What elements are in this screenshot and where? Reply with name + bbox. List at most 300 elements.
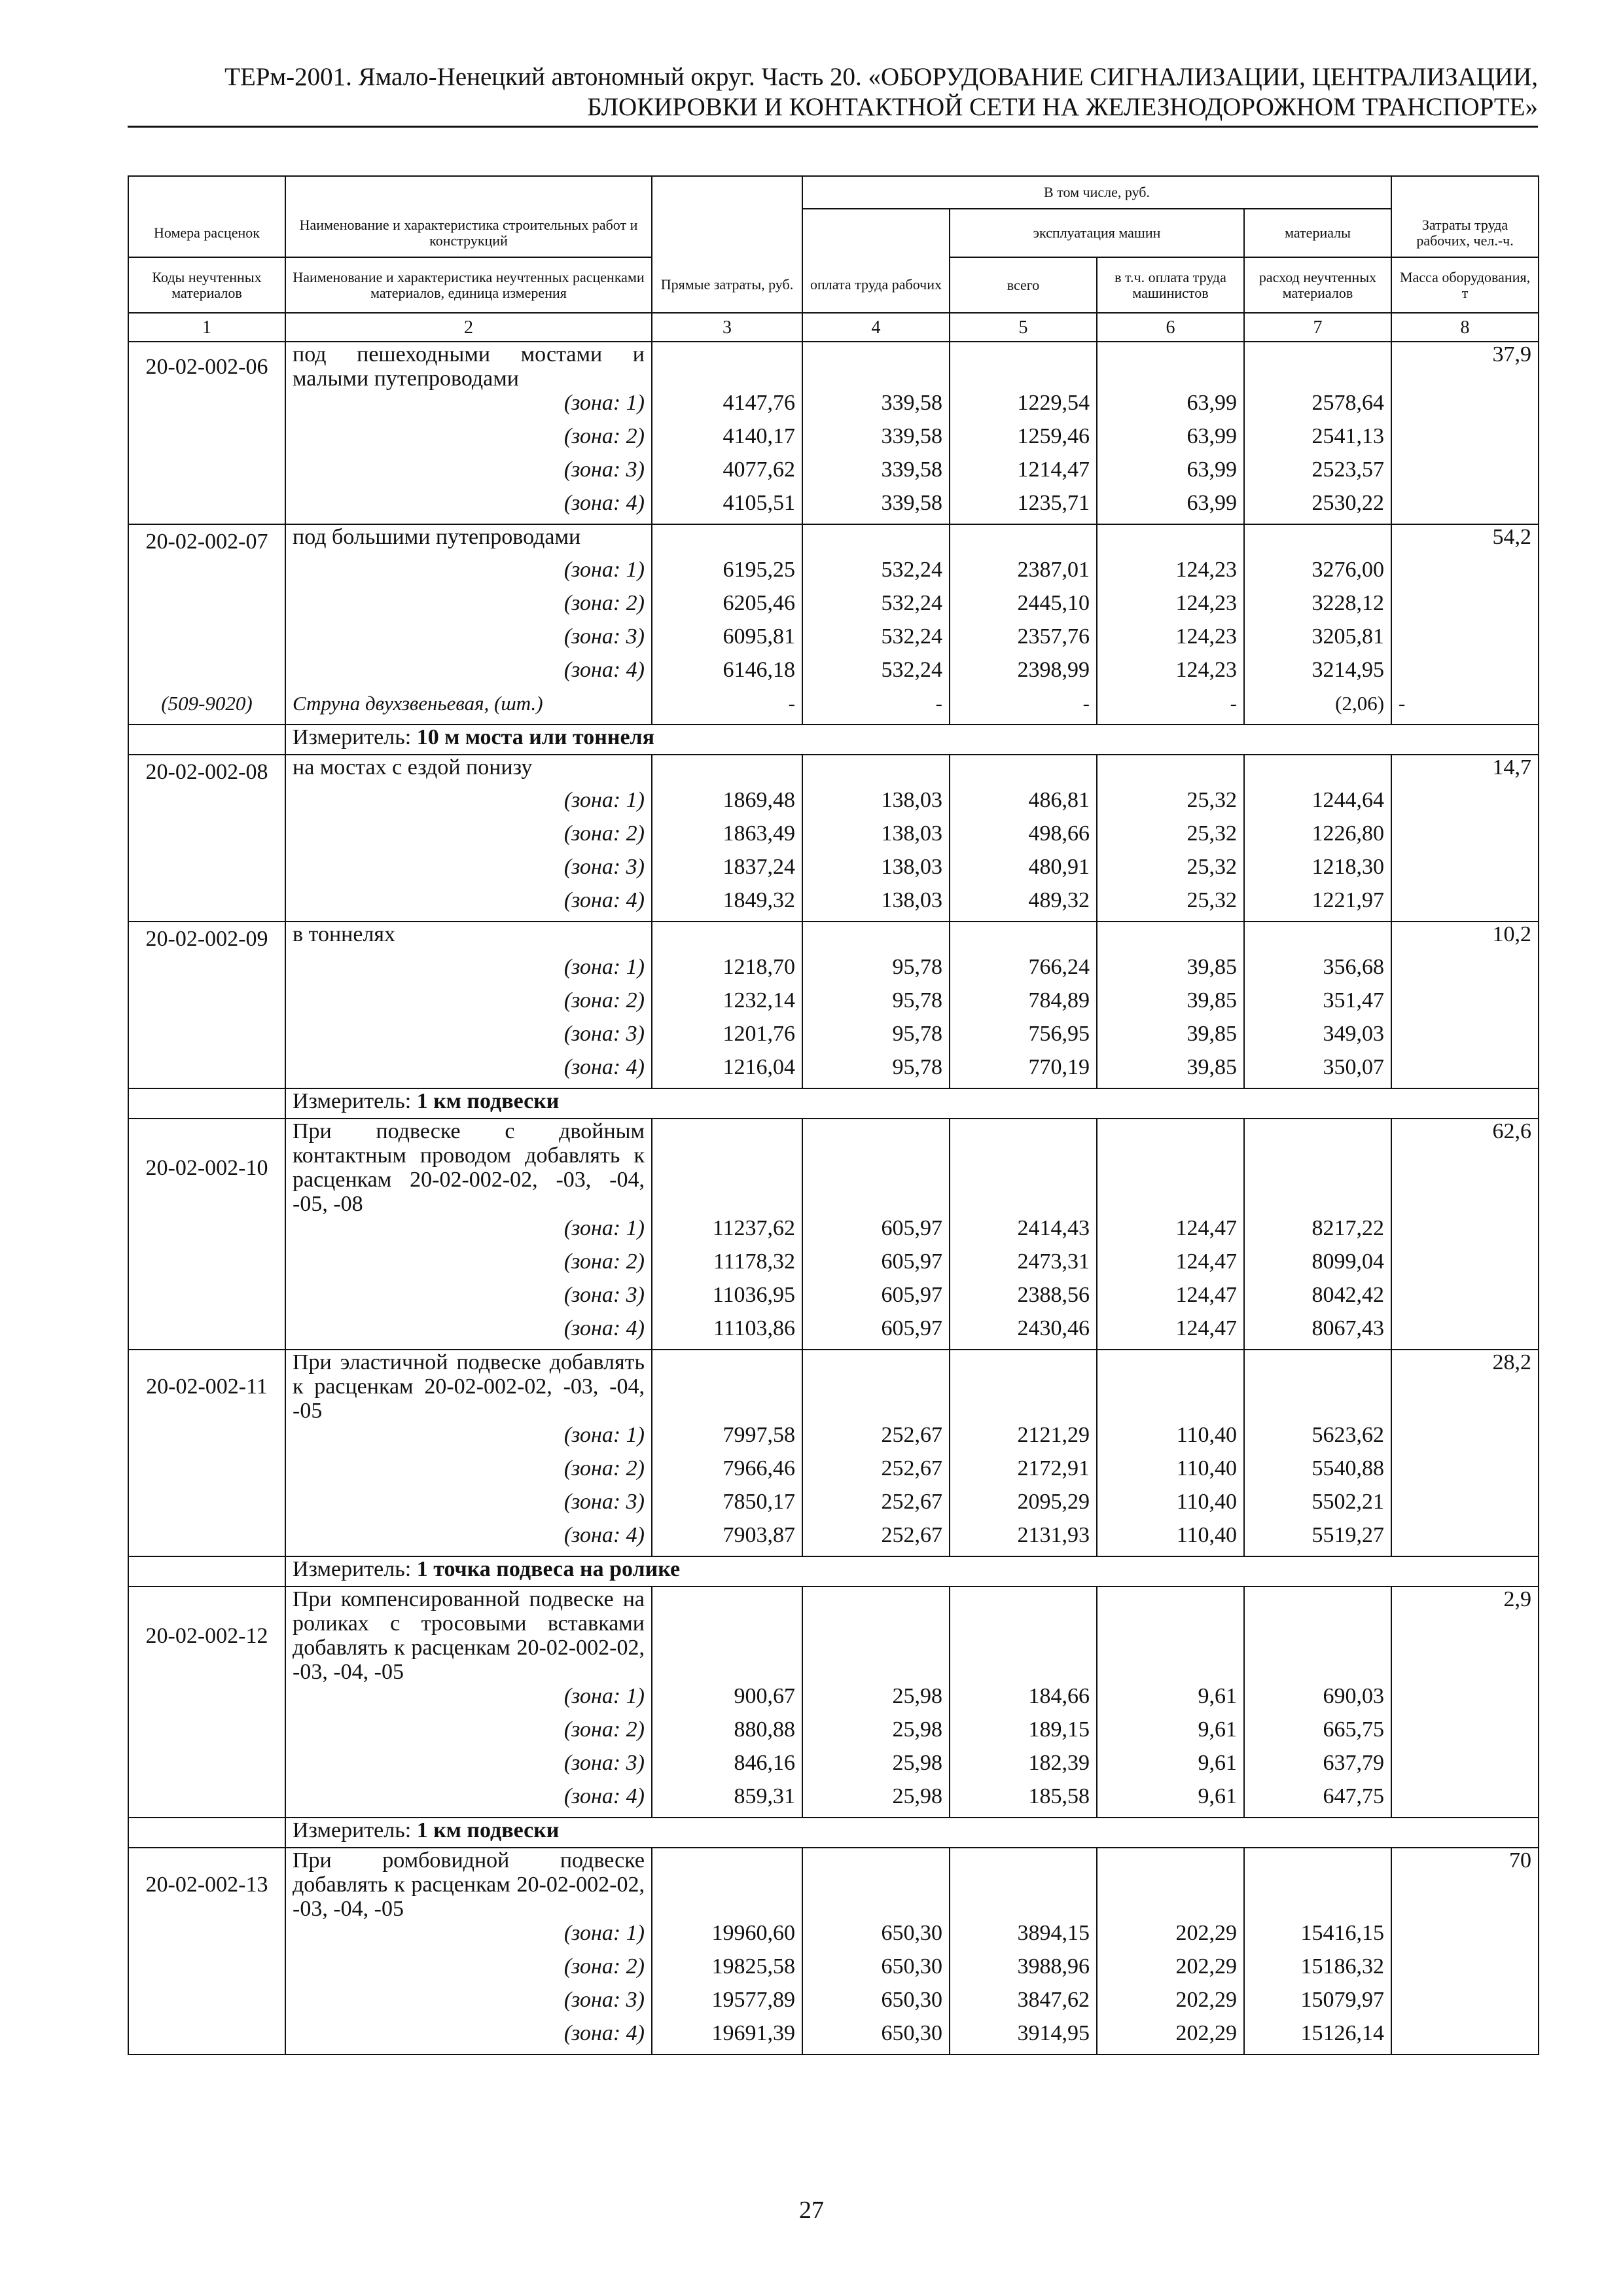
empty-cell — [802, 1848, 950, 1921]
zone-label: (зона: 4) — [285, 888, 652, 922]
zone-row — [128, 1216, 1539, 1249]
measure-value: 10 м моста или тоннеля — [416, 725, 655, 749]
empty-cell — [1244, 342, 1391, 391]
machines-total: 498,66 — [950, 821, 1097, 855]
empty-cell — [128, 424, 285, 457]
zone-row — [128, 888, 1539, 922]
empty-cell — [652, 1119, 802, 1216]
header-rule — [128, 126, 1538, 128]
direct-cost: 846,16 — [652, 1751, 802, 1784]
worker-wages: 650,30 — [802, 2021, 950, 2054]
measure-code-cell — [128, 1088, 285, 1119]
rate-title-row — [128, 1350, 1539, 1423]
rate-code: 20-02-002-11 — [128, 1350, 285, 1423]
header-col-machinist-wages: в т.ч. оплата труда машинистов — [1097, 257, 1244, 313]
machinist-wages: 124,47 — [1097, 1249, 1244, 1283]
materials-cost: 2530,22 — [1244, 491, 1391, 524]
direct-cost: 6146,18 — [652, 658, 802, 691]
empty-cell — [950, 1119, 1097, 1216]
empty-cell — [128, 558, 285, 591]
empty-cell — [128, 1988, 285, 2021]
rate-code: 20-02-002-10 — [128, 1119, 285, 1216]
zone-row — [128, 1717, 1539, 1751]
rate-name: под пешеходными мостами и малыми путепроводами — [285, 342, 652, 391]
header-names-top — [285, 176, 652, 209]
machines-total: 2398,99 — [950, 658, 1097, 691]
zone-row — [128, 558, 1539, 591]
table-body — [128, 342, 1539, 2054]
zone-label: (зона: 1) — [285, 955, 652, 988]
rate-title-row — [128, 524, 1539, 558]
empty-cell — [1391, 1456, 1539, 1490]
empty-cell — [652, 755, 802, 788]
measure-value: 1 точка подвеса на ролике — [416, 1557, 681, 1581]
measure-cell — [285, 1556, 1539, 1587]
machines-total: 756,95 — [950, 1022, 1097, 1055]
machines-total: 2387,01 — [950, 558, 1097, 591]
worker-wages: 95,78 — [802, 1022, 950, 1055]
empty-cell — [1391, 1988, 1539, 2021]
machinist-wages: 63,99 — [1097, 391, 1244, 424]
machinist-wages: 124,23 — [1097, 558, 1244, 591]
table-header — [128, 176, 1539, 342]
machinist-wages: 63,99 — [1097, 424, 1244, 457]
zone-label: (зона: 2) — [285, 1249, 652, 1283]
running-header-line-2: БЛОКИРОВКИ И КОНТАКТНОЙ СЕТИ НА ЖЕЛЕЗНОДОРОЖНОМ ТРАНСПОРТЕ» — [587, 93, 1538, 121]
empty-cell — [1391, 788, 1539, 821]
machines-total: 770,19 — [950, 1055, 1097, 1088]
zone-label: (зона: 3) — [285, 1022, 652, 1055]
machines-total: 2445,10 — [950, 591, 1097, 624]
zone-row — [128, 1490, 1539, 1523]
empty-cell — [128, 1249, 285, 1283]
machinist-wages: 39,85 — [1097, 955, 1244, 988]
rate-name: При подвеске с двойным контактным проводом добавлять к расценкам 20-02-002-02, -03, -04, -05, -08 — [285, 1119, 652, 1216]
machines-total: 3988,96 — [950, 1954, 1097, 1988]
column-number: 7 — [1244, 313, 1391, 342]
zone-label: (зона: 1) — [285, 558, 652, 591]
zone-label: (зона: 3) — [285, 1988, 652, 2021]
machinist-wages: 124,23 — [1097, 624, 1244, 658]
column-number-row — [128, 313, 1539, 342]
machinist-wages: 25,32 — [1097, 888, 1244, 922]
zone-label: (зона: 2) — [285, 1717, 652, 1751]
worker-wages: 25,98 — [802, 1784, 950, 1818]
direct-cost: 6205,46 — [652, 591, 802, 624]
machinist-wages: 124,23 — [1097, 591, 1244, 624]
measure-cell — [285, 725, 1539, 755]
machinist-wages: 124,47 — [1097, 1283, 1244, 1316]
empty-cell — [128, 888, 285, 922]
zone-label: (зона: 3) — [285, 1751, 652, 1784]
empty-cell — [128, 658, 285, 691]
direct-cost: 1201,76 — [652, 1022, 802, 1055]
zone-row — [128, 424, 1539, 457]
worker-wages: 252,67 — [802, 1423, 950, 1456]
header-in-that-number: В том числе, руб. — [802, 176, 1391, 209]
zone-row — [128, 821, 1539, 855]
zone-label: (зона: 4) — [285, 1316, 652, 1350]
direct-cost: 4140,17 — [652, 424, 802, 457]
empty-cell — [1097, 922, 1244, 955]
materials-cost: 15186,32 — [1244, 1954, 1391, 1988]
rate-code: 20-02-002-09 — [128, 922, 285, 955]
materials-cost: 5623,62 — [1244, 1423, 1391, 1456]
empty-cell — [1391, 2021, 1539, 2054]
zone-row — [128, 1784, 1539, 1818]
zone-label: (зона: 4) — [285, 1523, 652, 1556]
zone-label: (зона: 4) — [285, 491, 652, 524]
machines-total: 2172,91 — [950, 1456, 1097, 1490]
rate-code: 20-02-002-08 — [128, 755, 285, 788]
direct-cost: 900,67 — [652, 1684, 802, 1717]
direct-cost: 19960,60 — [652, 1921, 802, 1954]
header-codes-top — [128, 176, 285, 209]
materials-cost: 3205,81 — [1244, 624, 1391, 658]
materials-cost: 5540,88 — [1244, 1456, 1391, 1490]
zone-row — [128, 955, 1539, 988]
direct-cost: 1232,14 — [652, 988, 802, 1022]
empty-cell — [1391, 1751, 1539, 1784]
rate-title-row — [128, 1587, 1539, 1684]
measure-code-cell — [128, 725, 285, 755]
zone-label: (зона: 2) — [285, 1456, 652, 1490]
empty-cell — [950, 1587, 1097, 1684]
empty-cell — [652, 524, 802, 558]
zone-row — [128, 1456, 1539, 1490]
direct-cost: 1863,49 — [652, 821, 802, 855]
materials-cost: 3228,12 — [1244, 591, 1391, 624]
machinist-wages: 124,47 — [1097, 1316, 1244, 1350]
direct-cost: 11178,32 — [652, 1249, 802, 1283]
zone-label: (зона: 1) — [285, 1423, 652, 1456]
column-number: 3 — [652, 313, 802, 342]
page-number: 27 — [799, 2197, 824, 2224]
empty-cell — [128, 1751, 285, 1784]
zone-row — [128, 391, 1539, 424]
machines-total: 2430,46 — [950, 1316, 1097, 1350]
empty-cell — [128, 1717, 285, 1751]
worker-wages: 605,97 — [802, 1249, 950, 1283]
machinist-wages: 110,40 — [1097, 1456, 1244, 1490]
zone-row — [128, 1954, 1539, 1988]
direct-cost: 7850,17 — [652, 1490, 802, 1523]
material-direct: - — [652, 691, 802, 725]
direct-cost: 1849,32 — [652, 888, 802, 922]
zone-label: (зона: 4) — [285, 1055, 652, 1088]
direct-cost: 1837,24 — [652, 855, 802, 888]
empty-cell — [1391, 1249, 1539, 1283]
direct-cost: 4077,62 — [652, 457, 802, 491]
empty-cell — [802, 755, 950, 788]
worker-wages: 252,67 — [802, 1490, 950, 1523]
measure-label: Измеритель: — [293, 1818, 412, 1842]
empty-cell — [1391, 1055, 1539, 1088]
empty-cell — [1244, 1350, 1391, 1423]
empty-cell — [128, 1921, 285, 1954]
zone-label: (зона: 3) — [285, 624, 652, 658]
direct-cost: 1216,04 — [652, 1055, 802, 1088]
machinist-wages: 202,29 — [1097, 1954, 1244, 1988]
worker-wages: 25,98 — [802, 1751, 950, 1784]
direct-cost: 880,88 — [652, 1717, 802, 1751]
worker-wages: 650,30 — [802, 1988, 950, 2021]
worker-wages: 138,03 — [802, 888, 950, 922]
materials-cost: 350,07 — [1244, 1055, 1391, 1088]
measure-label: Измеритель: — [293, 1089, 412, 1113]
zone-row — [128, 658, 1539, 691]
empty-cell — [128, 1684, 285, 1717]
worker-wages: 138,03 — [802, 788, 950, 821]
header-direct-top — [652, 176, 802, 209]
worker-wages: 605,97 — [802, 1216, 950, 1249]
running-header-line-1: ТЕРм-2001. Ямало-Ненецкий автономный округ. Часть 20. «ОБОРУДОВАНИЕ СИГНАЛИЗАЦИИ, ЦЕНТРАЛИЗАЦИИ, — [224, 63, 1538, 91]
machinist-wages: 124,47 — [1097, 1216, 1244, 1249]
measure-cell — [285, 1088, 1539, 1119]
zone-row — [128, 988, 1539, 1022]
zone-label: (зона: 1) — [285, 391, 652, 424]
direct-cost: 7903,87 — [652, 1523, 802, 1556]
zone-row — [128, 788, 1539, 821]
machinist-wages: 25,32 — [1097, 821, 1244, 855]
zone-row — [128, 624, 1539, 658]
column-number: 8 — [1391, 313, 1539, 342]
header-col-machines: эксплуатация машин — [950, 209, 1244, 257]
machines-total: 185,58 — [950, 1784, 1097, 1818]
worker-wages: 339,58 — [802, 391, 950, 424]
machinist-wages: 110,40 — [1097, 1523, 1244, 1556]
empty-cell — [1391, 1423, 1539, 1456]
header-direct-mid — [652, 209, 802, 257]
machinist-wages: 202,29 — [1097, 1921, 1244, 1954]
empty-cell — [128, 1954, 285, 1988]
measure-row — [128, 725, 1539, 755]
worker-wages: 532,24 — [802, 658, 950, 691]
materials-cost: 2578,64 — [1244, 391, 1391, 424]
zone-row — [128, 1022, 1539, 1055]
rate-code: 20-02-002-06 — [128, 342, 285, 391]
machines-total: 784,89 — [950, 988, 1097, 1022]
worker-wages: 339,58 — [802, 491, 950, 524]
zone-label: (зона: 1) — [285, 1216, 652, 1249]
empty-cell — [950, 342, 1097, 391]
running-header — [128, 62, 1538, 122]
rate-labor: 10,2 — [1391, 922, 1539, 955]
empty-cell — [128, 1523, 285, 1556]
worker-wages: 339,58 — [802, 424, 950, 457]
empty-cell — [802, 524, 950, 558]
materials-cost: 15126,14 — [1244, 2021, 1391, 2054]
zone-row — [128, 1283, 1539, 1316]
worker-wages: 95,78 — [802, 955, 950, 988]
rate-labor: 54,2 — [1391, 524, 1539, 558]
materials-cost: 2523,57 — [1244, 457, 1391, 491]
zone-label: (зона: 2) — [285, 591, 652, 624]
direct-cost: 19825,58 — [652, 1954, 802, 1988]
empty-cell — [128, 1283, 285, 1316]
machines-total: 3894,15 — [950, 1921, 1097, 1954]
measure-label: Измеритель: — [293, 725, 412, 749]
empty-cell — [1391, 888, 1539, 922]
worker-wages: 532,24 — [802, 591, 950, 624]
rate-title-row — [128, 342, 1539, 391]
empty-cell — [950, 524, 1097, 558]
empty-cell — [128, 1022, 285, 1055]
measure-cell — [285, 1818, 1539, 1848]
rate-title-row — [128, 1848, 1539, 1921]
machinist-wages: 110,40 — [1097, 1490, 1244, 1523]
materials-cost: 3214,95 — [1244, 658, 1391, 691]
rate-name: При ромбовидной подвеске добавлять к расценкам 20-02-002-02, -03, -04, -05 — [285, 1848, 652, 1921]
machinist-wages: 63,99 — [1097, 457, 1244, 491]
empty-cell — [1244, 922, 1391, 955]
empty-cell — [1391, 1283, 1539, 1316]
zone-row — [128, 457, 1539, 491]
materials-cost: 1244,64 — [1244, 788, 1391, 821]
empty-cell — [128, 1456, 285, 1490]
direct-cost: 11036,95 — [652, 1283, 802, 1316]
rate-title-row — [128, 1119, 1539, 1216]
empty-cell — [1097, 342, 1244, 391]
header-wages-mid — [802, 209, 950, 257]
header-col-mass: Масса оборудования, т — [1391, 257, 1539, 313]
material-machinist: - — [1097, 691, 1244, 725]
direct-cost: 4147,76 — [652, 391, 802, 424]
machinist-wages: 9,61 — [1097, 1751, 1244, 1784]
column-number: 4 — [802, 313, 950, 342]
rate-labor: 37,9 — [1391, 342, 1539, 391]
machinist-wages: 25,32 — [1097, 788, 1244, 821]
materials-cost: 637,79 — [1244, 1751, 1391, 1784]
empty-cell — [1097, 1119, 1244, 1216]
empty-cell — [802, 1587, 950, 1684]
machinist-wages: 9,61 — [1097, 1784, 1244, 1818]
rate-code: 20-02-002-13 — [128, 1848, 285, 1921]
zone-label: (зона: 4) — [285, 2021, 652, 2054]
direct-cost: 7966,46 — [652, 1456, 802, 1490]
empty-cell — [128, 988, 285, 1022]
machines-total: 3847,62 — [950, 1988, 1097, 2021]
rate-labor: 28,2 — [1391, 1350, 1539, 1423]
empty-cell — [1391, 1022, 1539, 1055]
direct-cost: 19691,39 — [652, 2021, 802, 2054]
machines-total: 3914,95 — [950, 2021, 1097, 2054]
empty-cell — [652, 1350, 802, 1423]
machines-total: 766,24 — [950, 955, 1097, 988]
zone-label: (зона: 3) — [285, 1283, 652, 1316]
materials-cost: 1218,30 — [1244, 855, 1391, 888]
empty-cell — [802, 1350, 950, 1423]
worker-wages: 95,78 — [802, 1055, 950, 1088]
zone-label: (зона: 4) — [285, 1784, 652, 1818]
machines-total: 2121,29 — [950, 1423, 1097, 1456]
machinist-wages: 25,32 — [1097, 855, 1244, 888]
empty-cell — [1097, 1587, 1244, 1684]
empty-cell — [128, 591, 285, 624]
empty-cell — [1244, 755, 1391, 788]
machinist-wages: 63,99 — [1097, 491, 1244, 524]
zone-row — [128, 1249, 1539, 1283]
zone-label: (зона: 3) — [285, 1490, 652, 1523]
empty-cell — [128, 955, 285, 988]
zone-label: (зона: 1) — [285, 1921, 652, 1954]
direct-cost: 859,31 — [652, 1784, 802, 1818]
materials-cost: 15416,15 — [1244, 1921, 1391, 1954]
worker-wages: 650,30 — [802, 1954, 950, 1988]
zone-row — [128, 1055, 1539, 1088]
measure-label: Измеритель: — [293, 1557, 412, 1581]
zone-row — [128, 1684, 1539, 1717]
header-col-total: всего — [950, 257, 1097, 313]
empty-cell — [1391, 1684, 1539, 1717]
materials-cost: 2541,13 — [1244, 424, 1391, 457]
material-wages: - — [802, 691, 950, 725]
materials-cost: 5502,21 — [1244, 1490, 1391, 1523]
machines-total: 1235,71 — [950, 491, 1097, 524]
empty-cell — [950, 922, 1097, 955]
empty-cell — [1391, 457, 1539, 491]
rate-name: под большими путепроводами — [285, 524, 652, 558]
direct-cost: 11103,86 — [652, 1316, 802, 1350]
empty-cell — [128, 821, 285, 855]
empty-cell — [1244, 1119, 1391, 1216]
rate-name: При компенсированной подвеске на роликах с тросовыми вставками добавлять к расценкам 20-02-002-02, -03, -04, -05 — [285, 1587, 652, 1684]
material-use: (2,06) — [1244, 691, 1391, 725]
empty-cell — [128, 1216, 285, 1249]
machinist-wages: 39,85 — [1097, 1055, 1244, 1088]
machines-total: 182,39 — [950, 1751, 1097, 1784]
zone-label: (зона: 2) — [285, 424, 652, 457]
materials-cost: 8099,04 — [1244, 1249, 1391, 1283]
worker-wages: 605,97 — [802, 1316, 950, 1350]
empty-cell — [128, 1316, 285, 1350]
rate-code: 20-02-002-07 — [128, 524, 285, 558]
machinist-wages: 39,85 — [1097, 1022, 1244, 1055]
zone-row — [128, 591, 1539, 624]
header-col-labor: Затраты труда рабочих, чел.-ч. — [1391, 209, 1539, 257]
machinist-wages: 110,40 — [1097, 1423, 1244, 1456]
empty-cell — [1097, 755, 1244, 788]
rate-name: в тоннелях — [285, 922, 652, 955]
material-code: (509-9020) — [128, 691, 285, 725]
empty-cell — [128, 2021, 285, 2054]
empty-cell — [1391, 988, 1539, 1022]
column-number: 1 — [128, 313, 285, 342]
column-number: 6 — [1097, 313, 1244, 342]
machines-total: 1229,54 — [950, 391, 1097, 424]
empty-cell — [1391, 1523, 1539, 1556]
machines-total: 2473,31 — [950, 1249, 1097, 1283]
empty-cell — [1391, 658, 1539, 691]
empty-cell — [1097, 524, 1244, 558]
machines-total: 489,32 — [950, 888, 1097, 922]
material-machines: - — [950, 691, 1097, 725]
rate-labor: 2,9 — [1391, 1587, 1539, 1684]
materials-cost: 349,03 — [1244, 1022, 1391, 1055]
measure-value: 1 км подвески — [416, 1089, 560, 1113]
zone-label: (зона: 3) — [285, 457, 652, 491]
rate-name: на мостах с ездой понизу — [285, 755, 652, 788]
empty-cell — [802, 342, 950, 391]
materials-cost: 356,68 — [1244, 955, 1391, 988]
empty-cell — [1391, 1216, 1539, 1249]
direct-cost: 4105,51 — [652, 491, 802, 524]
machinist-wages: 202,29 — [1097, 1988, 1244, 2021]
machines-total: 2414,43 — [950, 1216, 1097, 1249]
machinist-wages: 9,61 — [1097, 1684, 1244, 1717]
worker-wages: 252,67 — [802, 1456, 950, 1490]
header-col-direct: Прямые затраты, руб. — [652, 257, 802, 313]
